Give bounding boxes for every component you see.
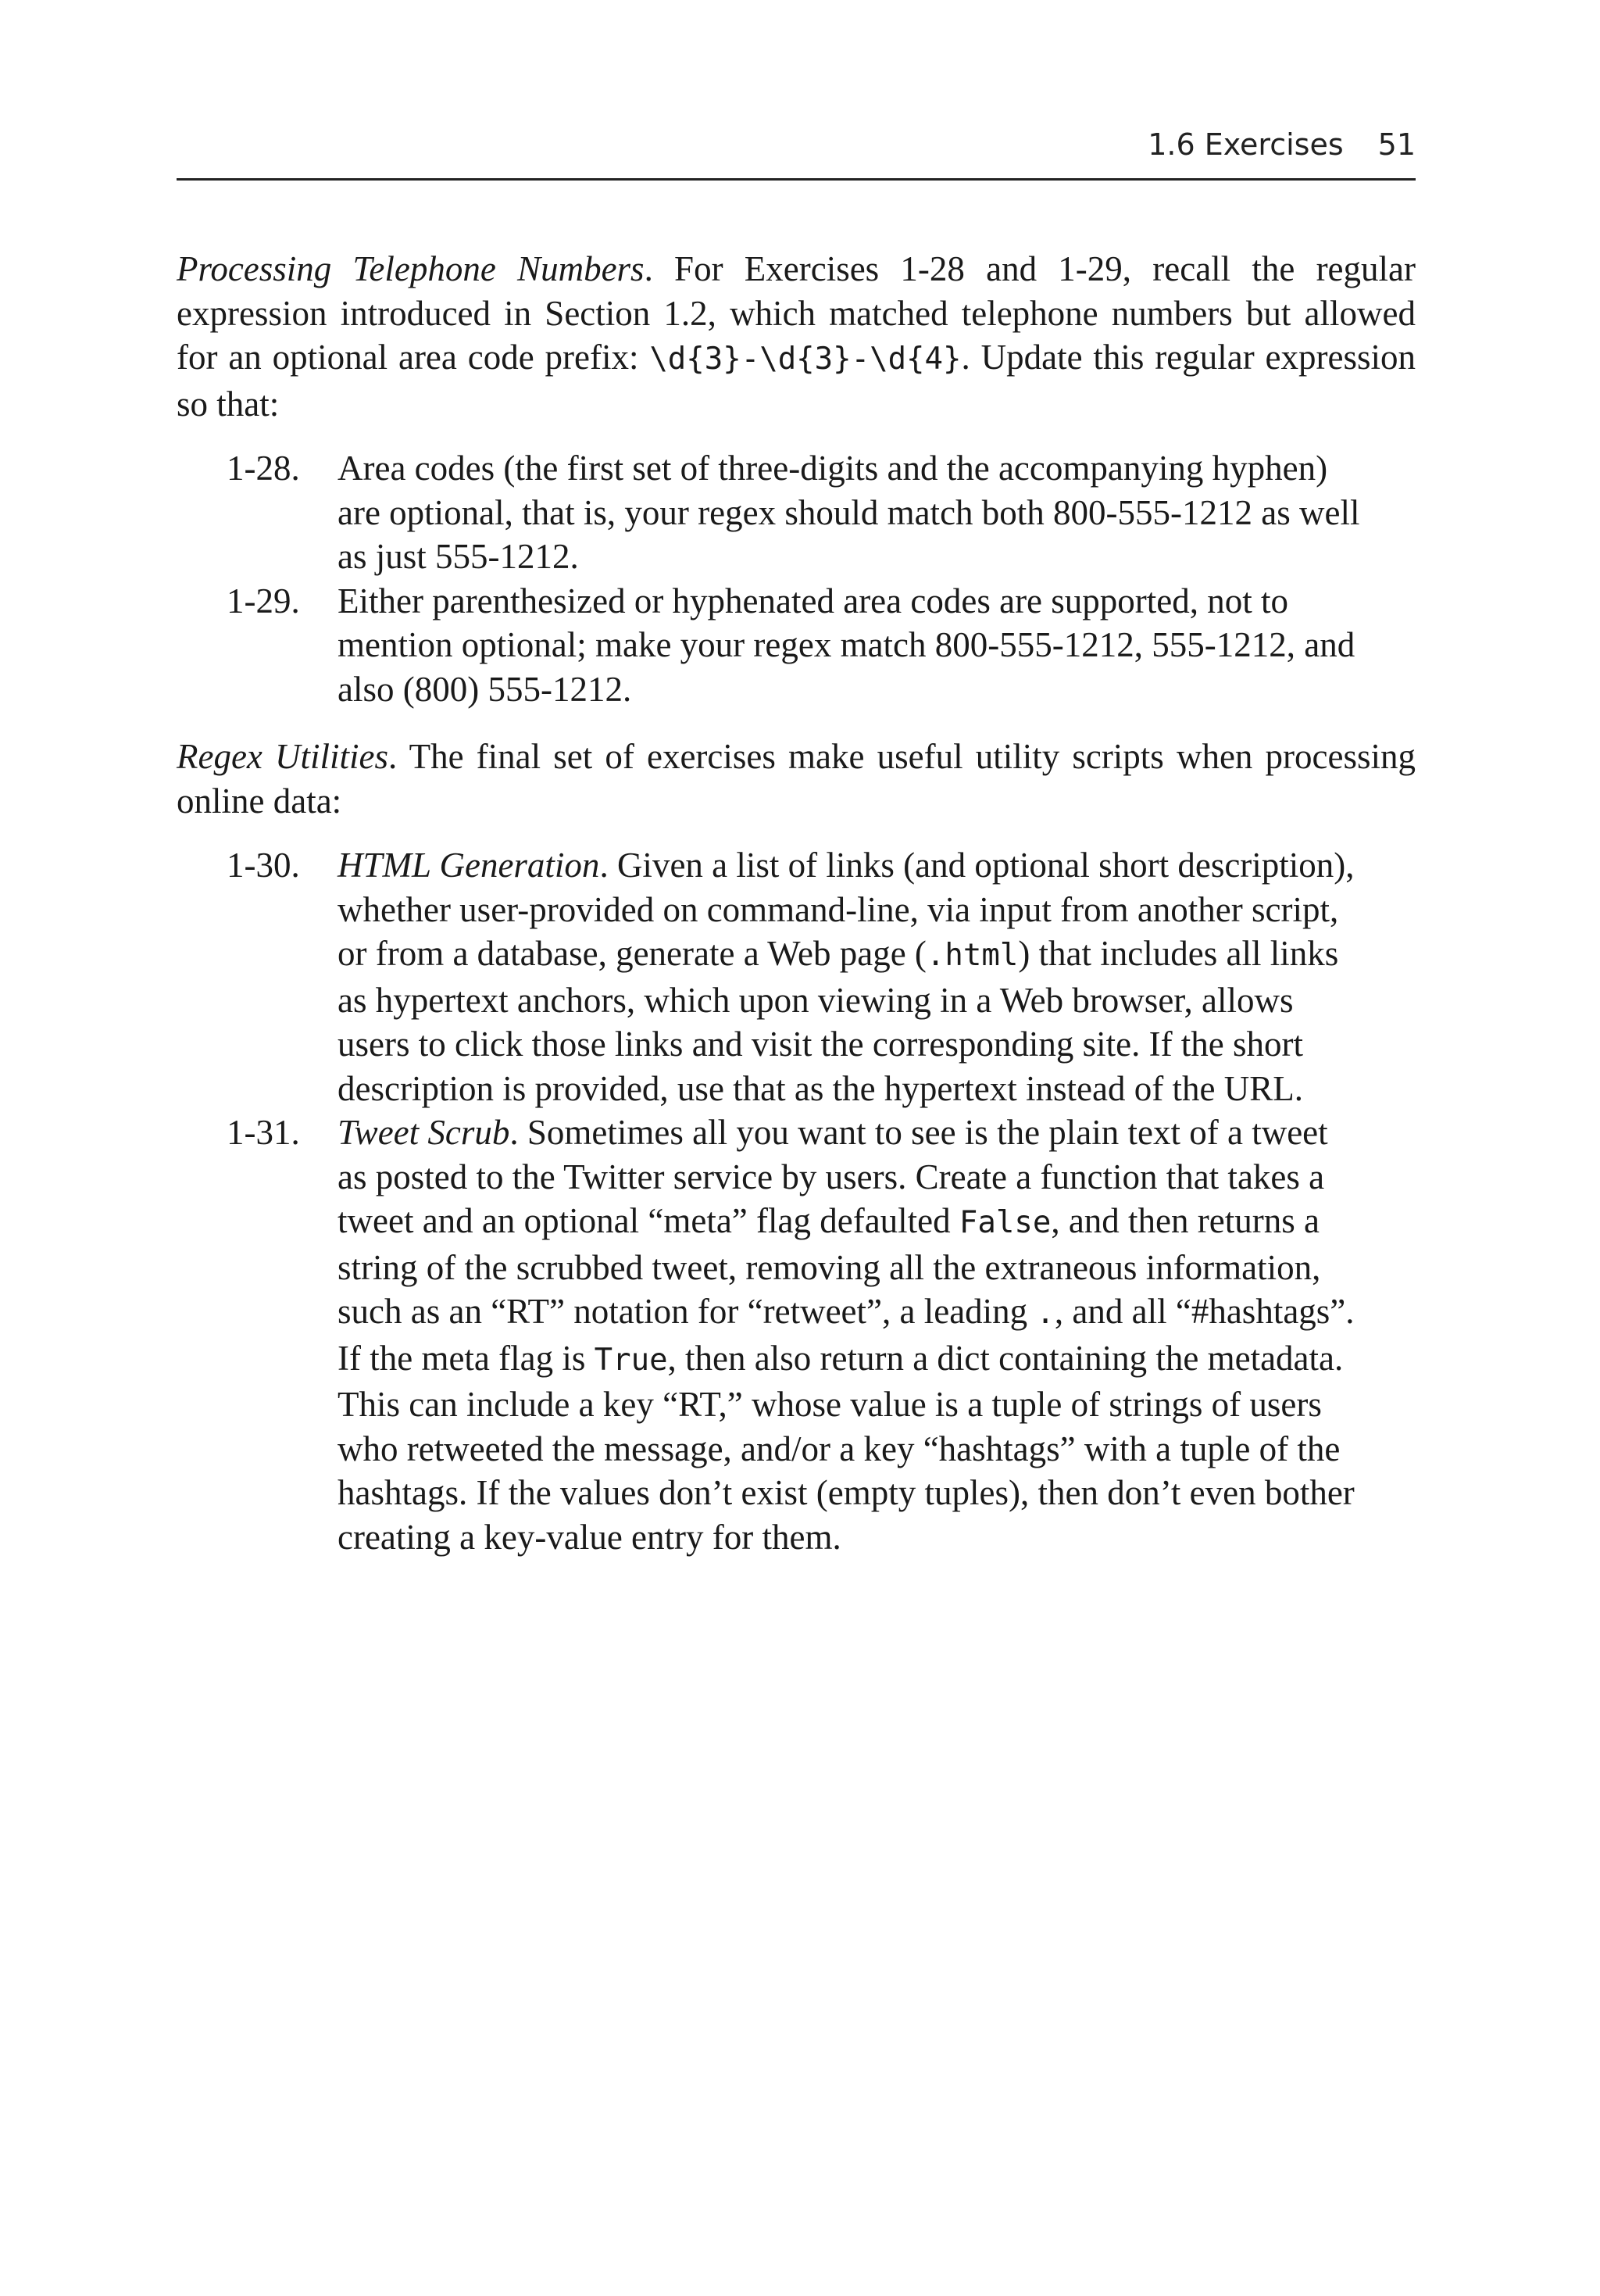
exercise-1-30 <box>177 843 1362 1110</box>
inline-code: True <box>594 1342 668 1378</box>
intro-regex-utilities <box>177 735 1416 823</box>
exercise-list-utilities <box>177 843 1416 1559</box>
inline-code: .html <box>926 938 1019 973</box>
exercise-text <box>338 1110 1362 1559</box>
exercise-text: Either parenthesized or hyphenated area codes are supported, not to mention optional; make your regex match 800-555-1212, 555-1212, and also (800) 555-1212. <box>338 581 1355 709</box>
exercise-title: Tweet Scrub <box>338 1113 510 1152</box>
exercise-title: HTML Generation <box>338 846 600 885</box>
running-head <box>1148 125 1416 164</box>
exercise-number: 1-30. <box>227 846 300 885</box>
intro-telephone-numbers <box>177 247 1416 426</box>
exercise-text-part: . Sometimes all you want to see is the plain text of a tweet as posted to the Twitter service by users. Create a function that takes a tweet and an optional “meta” flag defaulted <box>338 1113 1328 1240</box>
exercise-text: Area codes (the first set of three-digits and the accompanying hyphen) are optional, that is, your regex should match both 800-555-1212 as well as just 555-1212. <box>338 449 1360 576</box>
exercise-1-28 <box>177 446 1362 579</box>
exercise-number: 1-29. <box>227 581 300 620</box>
exercise-1-29 <box>177 579 1362 712</box>
exercise-number: 1-31. <box>227 1113 300 1152</box>
exercise-text-part: ) that includes all links as hypertext anchors, which upon viewing in a Web browser, allows users to click those links and visit the corresponding site. If the short description is provided, use that as the hypertext instead of the URL. <box>338 934 1339 1108</box>
exercise-text-part: , and then returns a string of the scrubbed tweet, removing all the extraneous information, such as an “RT” notation for “retweet”, a leading <box>338 1201 1321 1331</box>
running-head-section: 1.6 Exercises <box>1148 127 1344 162</box>
exercise-text <box>338 843 1362 1110</box>
exercise-text-part: . Given a list of links (and optional short description), whether user-provided on command-line, via input from another script, or from a database, generate a Web page ( <box>338 846 1355 973</box>
exercise-list-telephone <box>177 446 1416 711</box>
page-body <box>177 247 1416 1583</box>
exercise-text-part: , and all “#hashtags”. If the meta flag is <box>338 1292 1355 1378</box>
intro-text: . The final set of exercises make useful utility scripts when processing online data: <box>177 737 1416 821</box>
intro-text: . Update this regular expression so that: <box>177 338 1416 424</box>
exercise-1-31 <box>177 1110 1362 1559</box>
runin-heading: Processing Telephone Numbers <box>177 249 645 288</box>
exercise-text-part: , then also return a dict containing the metadata. This can include a key “RT,” whose value is a tuple of strings of users who retweeted the message, and/or a key “hashtags” with a tuple of the hashtags. If the values don’t exist (empty tuples), then don’t even bother creating a key-value entry for them. <box>338 1338 1355 1557</box>
inline-code: . <box>1036 1296 1055 1331</box>
inline-code: \d{3}-\d{3}-\d{4} <box>649 342 962 377</box>
page-number: 51 <box>1377 127 1416 162</box>
inline-code: False <box>959 1205 1052 1240</box>
runin-heading: Regex Utilities <box>177 737 389 776</box>
exercise-number: 1-28. <box>227 449 300 488</box>
intro-text: . For Exercises 1-28 and 1-29, recall the regular expression introduced in Section 1.2, which matched telephone numbers but allowed for an optional area code prefix: <box>177 249 1416 377</box>
header-rule <box>177 178 1416 181</box>
